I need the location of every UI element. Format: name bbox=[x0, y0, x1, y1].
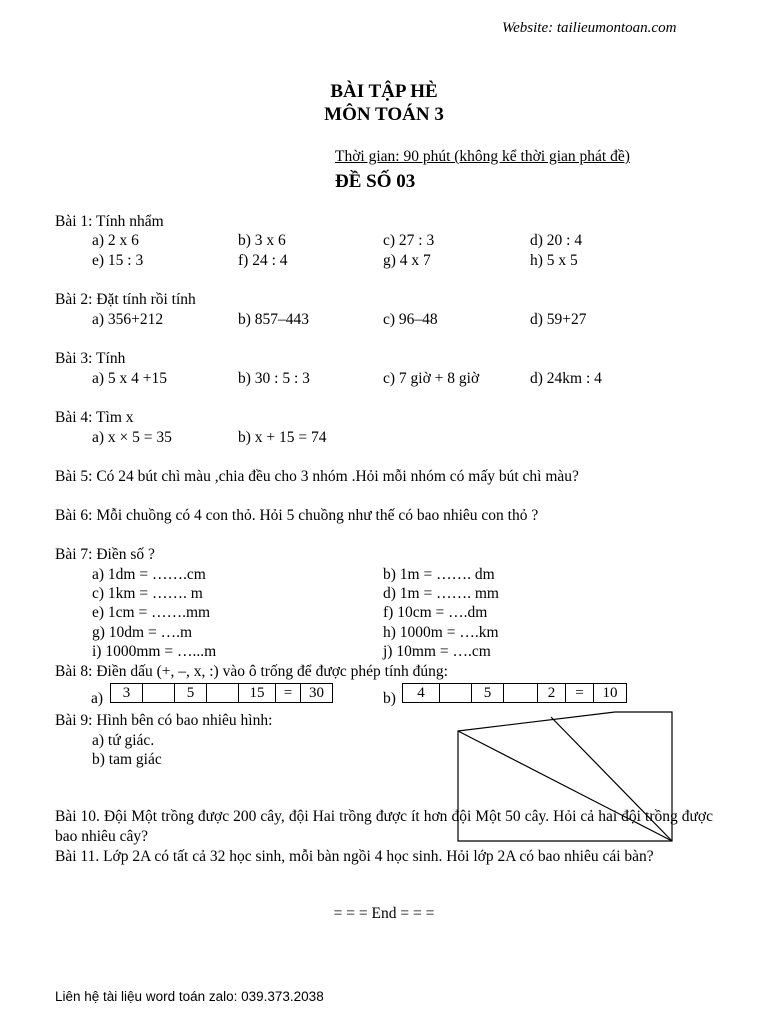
exercise-4-item: a) x × 5 = 35 bbox=[92, 429, 172, 446]
exercise-8-heading: Bài 8: Điền dấu (+, –, x, :) vào ô trống để được phép tính đúng: bbox=[55, 663, 448, 680]
exercise-7-item: i) 1000mm = …...m bbox=[92, 643, 217, 660]
value-box: 3 bbox=[111, 684, 143, 702]
blank-answer-box bbox=[143, 684, 175, 702]
value-box: 30 bbox=[309, 685, 324, 701]
exercise-3-item: a) 5 x 4 +15 bbox=[92, 370, 168, 387]
exercise-1-item: g) 4 x 7 bbox=[383, 252, 431, 269]
value-box: 2 bbox=[538, 684, 566, 702]
exercise-1-item: c) 27 : 3 bbox=[383, 232, 435, 249]
exercise-7-item: j) 10mm = ….cm bbox=[383, 643, 491, 660]
footer-contact: Liên hệ tài liệu word toán zalo: 039.373.2038 bbox=[55, 989, 324, 1004]
exercise-7-heading: Bài 7: Điền số ? bbox=[55, 546, 155, 563]
exercise-11-text: Bài 11. Lớp 2A có tất cả 32 học sinh, mỗi bàn ngồi 4 học sinh. Hỏi lớp 2A có bao nhiêu cái bàn? bbox=[55, 848, 654, 865]
exercise-2-item: c) 96–48 bbox=[383, 311, 438, 328]
value-box: = bbox=[276, 684, 301, 702]
exercise-8-box-row-a bbox=[110, 683, 333, 703]
exercise-7-item: e) 1cm = …….mm bbox=[92, 604, 211, 621]
value-box: 5 bbox=[175, 684, 207, 702]
exercise-7-item: h) 1000m = ….km bbox=[383, 624, 499, 641]
exercise-1-item: e) 15 : 3 bbox=[92, 252, 144, 269]
exercise-7-item: b) 1m = ……. dm bbox=[383, 566, 495, 583]
exercise-5-text: Bài 5: Có 24 bút chì màu ,chia đều cho 3 nhóm .Hỏi mỗi nhóm có mấy bút chì màu? bbox=[55, 468, 579, 485]
value-box: 5 bbox=[472, 684, 504, 702]
exercise-2-item: b) 857–443 bbox=[238, 311, 310, 328]
exercise-1-item: h) 5 x 5 bbox=[530, 252, 578, 269]
blank-answer-box bbox=[440, 684, 472, 702]
exercise-7-item: a) 1dm = …….cm bbox=[92, 566, 206, 583]
title-line-1: BÀI TẬP HÈ bbox=[330, 81, 438, 102]
exercise-7-item: c) 1km = ……. m bbox=[92, 585, 203, 602]
exercise-9-option: a) tứ giác. bbox=[92, 732, 155, 749]
exercise-8-box-row-b bbox=[402, 683, 627, 703]
exercise-3-item: c) 7 giờ + 8 giờ bbox=[383, 370, 480, 387]
exercise-1-item: d) 20 : 4 bbox=[530, 232, 583, 249]
exercise-10-text: Bài 10. Đội Một trồng được 200 cây, đội Hai trồng được ít hơn đội Một 50 cây. Hỏi cả hai đội trồng được bao nhiêu cây? bbox=[55, 808, 713, 845]
time-note: Thời gian: 90 phút (không kể thời gian phát đề) bbox=[335, 148, 630, 165]
exercise-3-item: b) 30 : 5 : 3 bbox=[238, 370, 310, 387]
blank-answer-box bbox=[207, 684, 239, 702]
exercise-2-item: d) 59+27 bbox=[530, 311, 587, 328]
exercise-4-heading: Bài 4: Tìm x bbox=[55, 409, 134, 426]
exercise-6-text: Bài 6: Mỗi chuồng có 4 con thỏ. Hỏi 5 chuồng như thế có bao nhiêu con thỏ ? bbox=[55, 507, 539, 524]
exercise-1-item: f) 24 : 4 bbox=[238, 252, 288, 269]
title-line-2: MÔN TOÁN 3 bbox=[324, 104, 444, 125]
value-box: 4 bbox=[403, 684, 440, 702]
blank-answer-box bbox=[504, 684, 538, 702]
value-box: 15 bbox=[239, 684, 276, 702]
value-box: = bbox=[566, 684, 594, 702]
exercise-7-item: d) 1m = ……. mm bbox=[383, 585, 499, 602]
exercise-3-item: d) 24km : 4 bbox=[530, 370, 602, 387]
exercise-8-label-a: a) bbox=[91, 690, 104, 707]
exercise-2-heading: Bài 2: Đặt tính rồi tính bbox=[55, 291, 196, 308]
exercise-1-item: b) 3 x 6 bbox=[238, 232, 286, 249]
exercise-7-item: f) 10cm = ….dm bbox=[383, 604, 488, 621]
website-header: Website: tailieumontoan.com bbox=[502, 20, 677, 36]
value-box: 10 bbox=[602, 685, 618, 701]
exercise-8-label-b: b) bbox=[383, 690, 396, 707]
exercise-4-item: b) x + 15 = 74 bbox=[238, 429, 327, 446]
exercise-1-heading: Bài 1: Tính nhẩm bbox=[55, 213, 164, 230]
exercise-9-option: b) tam giác bbox=[92, 751, 162, 768]
test-number: ĐỀ SỐ 03 bbox=[335, 171, 416, 192]
exercise-3-heading: Bài 3: Tính bbox=[55, 350, 126, 367]
end-marker: = = = End = = = bbox=[333, 905, 435, 922]
exercise-9-heading: Bài 9: Hình bên có bao nhiêu hình: bbox=[55, 712, 273, 729]
exercise-1-item: a) 2 x 6 bbox=[92, 232, 139, 249]
exercise-2-item: a) 356+212 bbox=[92, 311, 164, 328]
exercise-7-item: g) 10dm = ….m bbox=[92, 624, 193, 641]
